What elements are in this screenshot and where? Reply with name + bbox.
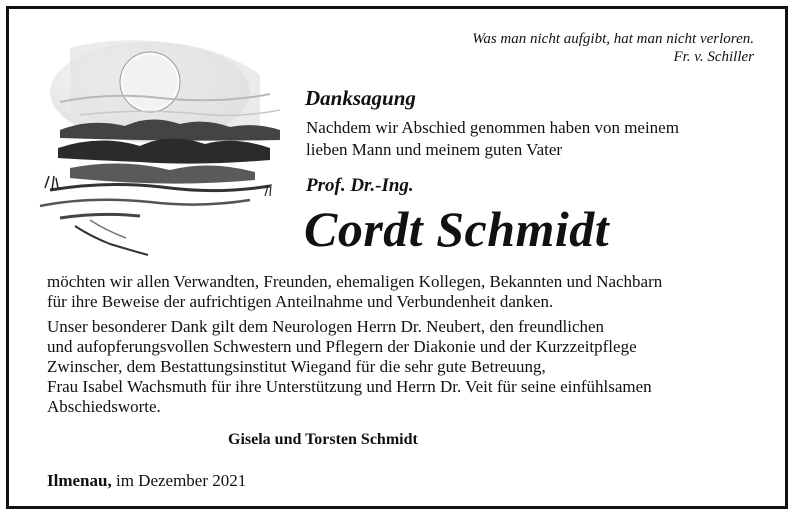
special-thanks-line: und aufopferungsvollen Schwestern und Pflegern der Diakonie und der Kurzzeitpflege bbox=[47, 337, 637, 356]
intro-line: lieben Mann und meinem guten Vater bbox=[306, 140, 563, 159]
intro-line: Nachdem wir Abschied genommen haben von meinem bbox=[306, 118, 679, 137]
thanks-line: möchten wir allen Verwandten, Freunden, ehemaligen Kollegen, Bekannten und Nachbarn bbox=[47, 272, 663, 291]
special-thanks-line: Zwinscher, dem Bestattungsinstitut Wiegand für die sehr gute Betreuung, bbox=[47, 357, 546, 376]
place-date-text: im Dezember 2021 bbox=[115, 471, 247, 490]
heading-danksagung: Danksagung bbox=[305, 86, 416, 110]
thanks-line: für ihre Beweise der aufrichtigen Anteilnahme und Verbundenheit danken. bbox=[47, 292, 554, 311]
special-thanks-line: Abschiedsworte. bbox=[47, 397, 161, 416]
special-thanks-line: Frau Isabel Wachsmuth für ihre Unterstützung und Herrn Dr. Veit für seine einfühlsamen bbox=[47, 377, 652, 396]
place-date bbox=[47, 471, 246, 491]
thanks-paragraph bbox=[47, 272, 662, 312]
epigraph bbox=[472, 30, 754, 66]
deceased-title: Prof. Dr.-Ing. bbox=[306, 175, 414, 196]
moon-landscape-illustration bbox=[30, 30, 298, 260]
signers: Gisela und Torsten Schmidt bbox=[228, 431, 418, 448]
place-city: Ilmenau, bbox=[47, 471, 112, 490]
special-thanks-paragraph bbox=[47, 317, 652, 417]
special-thanks-line: Unser besonderer Dank gilt dem Neurologen Herrn Dr. Neubert, den freundlichen bbox=[47, 317, 605, 336]
intro-text bbox=[306, 117, 679, 161]
epigraph-author: Fr. v. Schiller bbox=[673, 49, 754, 65]
epigraph-text: Was man nicht aufgibt, hat man nicht verloren. bbox=[472, 31, 754, 47]
deceased-name: Cordt Schmidt bbox=[304, 201, 610, 257]
